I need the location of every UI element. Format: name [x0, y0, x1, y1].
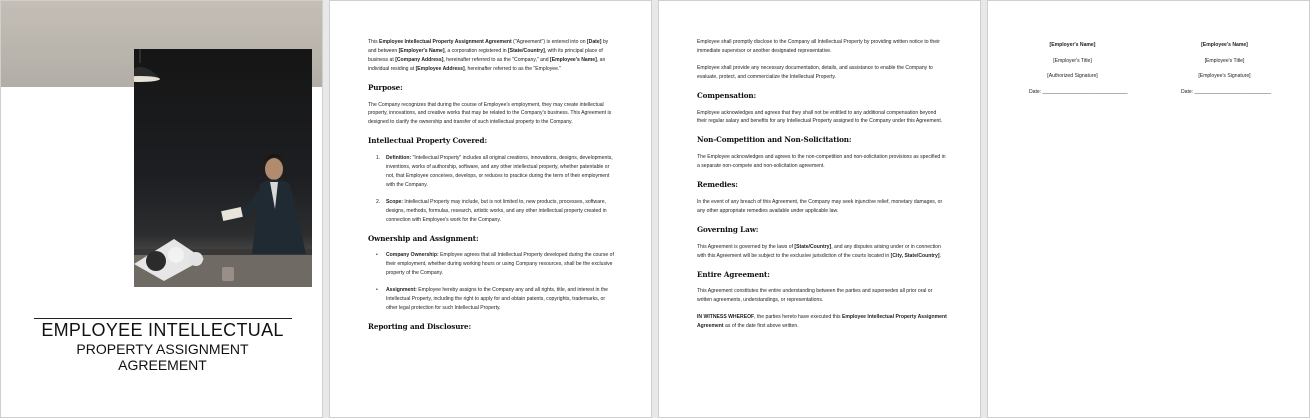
text-span: , with its principal place of business at	[368, 47, 603, 63]
list-item: 1. Definition: "Intellectual Property" includes all original creations, innovations, designs, developments, inventions, works of authorship, software, and any other intellectual property, whether patentable or not, that Employee conceives, develops, or reduces to practice during the term of their employment with the Company.	[376, 155, 613, 188]
list-item: 2. Scope: Intellectual Property may include, but is not limited to, new products, processes, software, designs, methods, formulas, research, artistic works, and any other intellectual property created in connection with Employee's work for the Company.	[376, 198, 607, 223]
agreement-page-3	[658, 0, 981, 418]
text-span: , hereinafter referred to as the "Company," and	[443, 56, 550, 63]
employee-name: [Employee's Name]	[1201, 42, 1248, 48]
agreement-page-2	[329, 0, 652, 418]
text-span: ("Agreement") is entered into on	[511, 39, 587, 45]
bold-span: [State/Country]	[507, 47, 545, 54]
text-span: , the parties hereto have executed this	[754, 314, 842, 321]
bold-span: IN WITNESS WHEREOF	[697, 314, 755, 321]
remedies-paragraph: In the event of any breach of this Agreement, the Company may seek injunctive relief, monetary damages, or any other appropriate remedies available under applicable law.	[697, 198, 943, 214]
text-span: This Agreement is governed by the laws of	[697, 243, 795, 250]
entire-agreement-heading: Entire Agreement:	[697, 269, 770, 279]
bold-span: [City, State/Country]	[890, 252, 940, 259]
cover-title	[21, 319, 304, 373]
noncompete-heading: Non-Competition and Non-Solicitation:	[697, 135, 852, 145]
bold-span: [Employee Address]	[415, 65, 465, 72]
employee-date: Date: ___________________________	[1181, 88, 1272, 95]
reporting-paragraph-1: Employee shall promptly disclose to the Company all Intellectual Property by providing written notice to their immediate supervisor or another designated representative.	[697, 39, 940, 54]
employer-signature: [Authorized Signature]	[1047, 73, 1098, 79]
bold-span: [Company Address]	[395, 56, 444, 63]
cover-title-line3: AGREEMENT	[118, 357, 207, 373]
cover-page	[0, 0, 323, 418]
ownership-heading: Ownership and Assignment:	[368, 233, 479, 243]
compensation-paragraph: Employee acknowledges and agrees that they shall not be entitled to any additional compensation beyond their regular salary and benefits for any Intellectual Property assigned to the Company under this Agreement.	[697, 109, 943, 125]
employee-signature: [Employee's Signature]	[1198, 73, 1251, 79]
text-span: This	[368, 39, 380, 45]
bold-span: [State/Country]	[794, 243, 832, 250]
employer-name: [Employer's Name]	[1049, 42, 1096, 48]
bold-span: Employee Intellectual Property Assignment Agreement	[379, 39, 512, 45]
text-span: , and any disputes arising under or in connection with this Agreement will be subject to the exclusive jurisdiction of the courts located in	[697, 243, 941, 259]
bold-span: [Date]	[586, 39, 602, 45]
text-span: , hereinafter referred to as the "Employee."	[464, 65, 562, 72]
governing-law-heading: Governing Law:	[697, 224, 759, 234]
reporting-heading: Reporting and Disclosure:	[368, 321, 472, 331]
cover-title-line1: EMPLOYEE INTELLECTUAL	[41, 320, 284, 340]
text-span: .	[939, 252, 941, 259]
bold-span: [Employer's Name]	[398, 47, 445, 54]
employer-signature-block	[1010, 38, 1135, 100]
text-span: , a corporation registered in	[444, 47, 508, 54]
cover-title-line2: PROPERTY ASSIGNMENT	[76, 341, 249, 357]
entire-agreement-paragraph: This Agreement constitutes the entire understanding between the parties and supersedes all prior oral or written agreements, understandings, or representations.	[697, 288, 933, 304]
compensation-heading: Compensation:	[697, 90, 757, 100]
list-item: • Assignment: Employee hereby assigns to the Company any and all rights, title, and interest in the Intellectual Property, including the right to apply for and obtain patents, copyrights, trademarks, or other legal protection for such Intellectual Property.	[376, 287, 608, 311]
purpose-heading: Purpose:	[368, 82, 403, 92]
employer-date: Date: ______________________________	[1029, 88, 1128, 95]
cover-photo	[134, 49, 312, 287]
reporting-paragraph-2: Employee shall provide any necessary documentation, details, and assistance to enable the Company to evaluate, protect, and commercialize the Intellectual Property.	[697, 64, 933, 80]
noncompete-paragraph: The Employee acknowledges and agrees to the non-competition and non-solicitation provisions as specified in a separate non-compete and non-solicitation agreement.	[697, 154, 946, 170]
text-span: by and between	[368, 39, 609, 54]
ip-covered-heading: Intellectual Property Covered:	[368, 136, 487, 146]
remedies-heading: Remedies:	[697, 180, 738, 190]
purpose-paragraph: The Company recognizes that during the course of Employee's employment, they may create intellectual property, innovations, and creative works that may be related to the Company's business. This Agreement is designed to clarify the ownership and transfer of such intellectual property to the Company.	[368, 101, 612, 126]
employee-title: [Employee's Title]	[1204, 57, 1245, 64]
signature-page	[987, 0, 1310, 418]
bold-span: [Employee's Name]	[550, 56, 597, 63]
intro-paragraph	[368, 38, 618, 74]
office-worker-illustration	[134, 49, 312, 287]
witness-paragraph	[697, 313, 947, 331]
bold-span: Employee Intellectual Property Assignment Agreement	[697, 314, 947, 330]
employer-title: [Employer's Title]	[1053, 57, 1092, 64]
list-item: • Company Ownership: Employee agrees that all Intellectual Property developed during the course of their employment, whether during working hours or using Company resources, shall be the exclusive property of the Company.	[376, 252, 614, 277]
text-span: , an individual residing at	[368, 56, 606, 72]
text-span: as of the date first above written.	[723, 323, 799, 330]
governing-law-paragraph	[697, 243, 947, 261]
employee-signature-block	[1162, 38, 1287, 100]
